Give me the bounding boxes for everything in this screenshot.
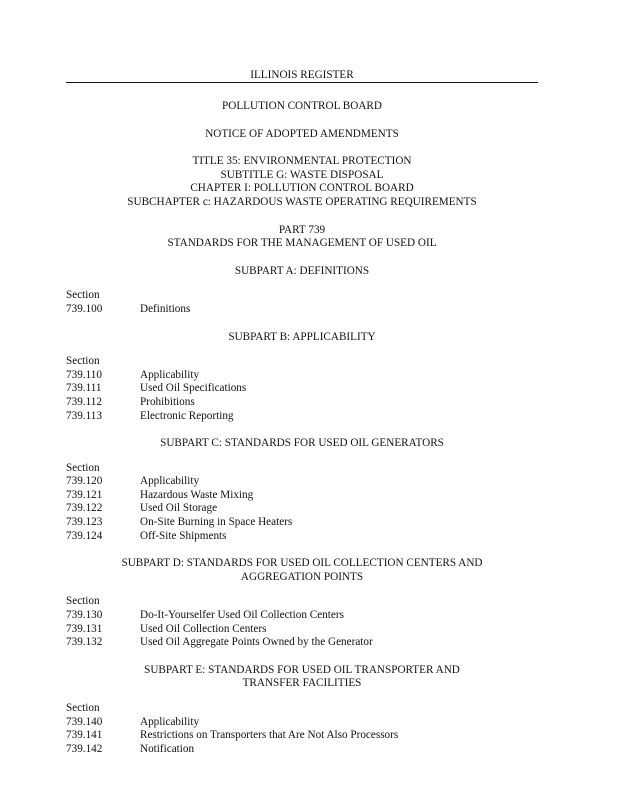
section-title: Used Oil Specifications bbox=[140, 382, 247, 395]
section-number: 739.112 bbox=[66, 395, 102, 408]
section-title: Used Oil Collection Centers bbox=[140, 622, 267, 635]
subpart-heading: SUBPART D: STANDARDS FOR USED OIL COLLECTION CENTERS AND bbox=[121, 557, 483, 570]
section-row bbox=[66, 410, 538, 424]
section-row bbox=[66, 609, 538, 623]
document-body bbox=[66, 100, 538, 756]
section-title: Off-Site Shipments bbox=[140, 529, 227, 542]
section-title: Electronic Reporting bbox=[140, 409, 234, 422]
section-number: 739.124 bbox=[66, 529, 103, 542]
section-number: 739.120 bbox=[66, 475, 103, 488]
section-number: 739.100 bbox=[66, 302, 103, 315]
section-label: Section bbox=[66, 461, 100, 474]
section-number: 739.113 bbox=[66, 409, 102, 422]
section-number: 739.131 bbox=[66, 622, 103, 635]
title-line: TITLE 35: ENVIRONMENTAL PROTECTION bbox=[192, 155, 412, 168]
section-title: Hazardous Waste Mixing bbox=[140, 488, 254, 501]
section-label: Section bbox=[66, 702, 100, 714]
section-title: Restrictions on Transporters that Are Not Also Processors bbox=[140, 729, 399, 742]
section-title: Applicability bbox=[140, 475, 200, 488]
section-row bbox=[66, 489, 538, 503]
section-title: On-Site Burning in Space Heaters bbox=[140, 516, 293, 529]
section-label: Section bbox=[66, 289, 100, 302]
section-title: Applicability bbox=[140, 368, 200, 381]
section-number: 739.122 bbox=[66, 502, 103, 515]
subpart-heading: SUBPART C: STANDARDS FOR USED OIL GENERATORS bbox=[160, 437, 444, 450]
subpart-block bbox=[66, 331, 538, 438]
section-number: 739.141 bbox=[66, 729, 103, 742]
section-title: Applicability bbox=[140, 715, 200, 728]
section-row bbox=[66, 623, 538, 637]
subpart-heading: AGGREGATION POINTS bbox=[240, 570, 364, 583]
section-title: Definitions bbox=[140, 302, 191, 315]
section-title: Used Oil Storage bbox=[140, 502, 218, 515]
subpart-heading: SUBPART E: STANDARDS FOR USED OIL TRANSPORTER AND bbox=[144, 663, 460, 676]
section-title: Do-It-Yourselfer Used Oil Collection Centers bbox=[140, 609, 344, 622]
subchapter-line: SUBCHAPTER c: HAZARDOUS WASTE OPERATING REQUIREMENTS bbox=[127, 195, 477, 208]
section-label: Section bbox=[66, 595, 100, 608]
section-row bbox=[66, 396, 538, 410]
notice-title: NOTICE OF ADOPTED AMENDMENTS bbox=[205, 127, 399, 140]
section-row bbox=[66, 516, 538, 530]
section-number: 739.132 bbox=[66, 636, 103, 649]
subpart-block bbox=[66, 664, 538, 757]
section-number: 739.140 bbox=[66, 715, 103, 728]
agency-name: POLLUTION CONTROL BOARD bbox=[222, 100, 382, 112]
section-row bbox=[66, 382, 538, 396]
section-row bbox=[66, 303, 538, 317]
chapter-line: CHAPTER I: POLLUTION CONTROL BOARD bbox=[190, 182, 414, 195]
section-number: 739.142 bbox=[66, 742, 103, 755]
section-title: Used Oil Aggregate Points Owned by the Generator bbox=[140, 636, 373, 649]
section-label: Section bbox=[66, 355, 100, 368]
section-row bbox=[66, 729, 538, 743]
subpart-block bbox=[66, 265, 538, 331]
section-row bbox=[66, 369, 538, 383]
section-title: Notification bbox=[140, 742, 195, 755]
section-number: 739.121 bbox=[66, 488, 103, 501]
subpart-heading: SUBPART B: APPLICABILITY bbox=[228, 330, 376, 343]
section-number: 739.130 bbox=[66, 609, 103, 622]
section-title: Prohibitions bbox=[140, 395, 195, 408]
running-head: ILLINOIS REGISTER bbox=[250, 69, 354, 81]
subpart-block bbox=[66, 557, 538, 664]
section-row bbox=[66, 502, 538, 516]
subtitle-line: SUBTITLE G: WASTE DISPOSAL bbox=[220, 168, 384, 181]
subpart-heading: TRANSFER FACILITIES bbox=[242, 677, 362, 690]
subpart-heading: SUBPART A: DEFINITIONS bbox=[234, 264, 370, 277]
section-row bbox=[66, 636, 538, 650]
part-title: STANDARDS FOR THE MANAGEMENT OF USED OIL bbox=[167, 237, 437, 250]
section-row bbox=[66, 743, 538, 757]
section-row bbox=[66, 716, 538, 730]
subpart-block bbox=[66, 437, 538, 557]
table-of-contents bbox=[66, 265, 538, 757]
section-number: 739.110 bbox=[66, 368, 102, 381]
section-number: 739.111 bbox=[66, 382, 102, 395]
section-row bbox=[66, 475, 538, 489]
section-row bbox=[66, 530, 538, 544]
section-number: 739.123 bbox=[66, 516, 103, 529]
part-number: PART 739 bbox=[278, 223, 326, 236]
header-rule bbox=[66, 82, 538, 83]
